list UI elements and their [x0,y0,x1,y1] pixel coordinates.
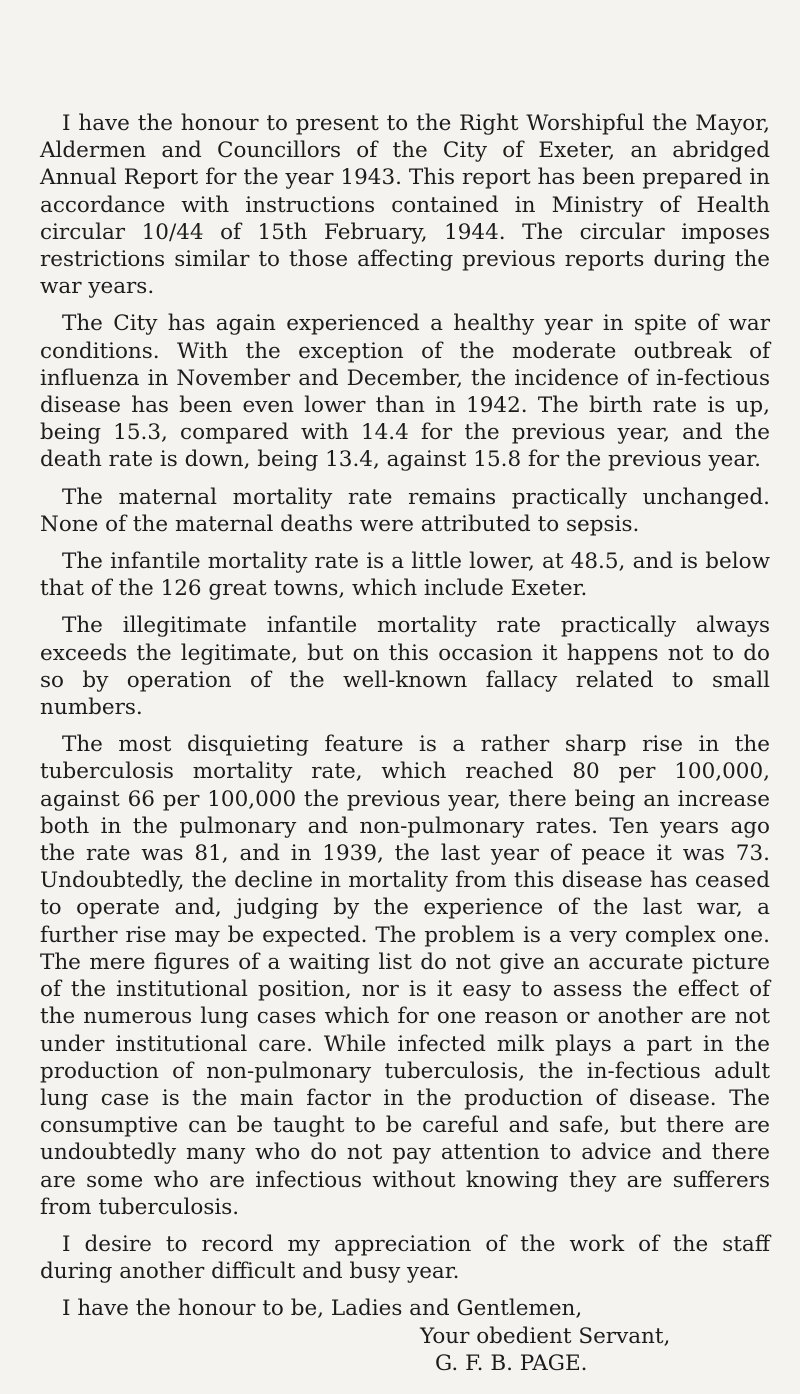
paragraph-appreciation: I desire to record my appreciation of the work of the staff during another difficult and busy year. [40,1231,770,1285]
paragraph-infantile-mortality: The infantile mortality rate is a little lower, at 48.5, and is below that of the 126 great towns, which include Exeter. [40,549,770,602]
valediction: Your obedient Servant, [420,1323,671,1349]
signature-name: G. F. B. PAGE. [435,1350,588,1376]
paragraph-tuberculosis: The most disquieting feature is a rather sharp rise in the tuberculosis mortality rate, which reached 80 per 100,000, against 66 per 100,000 the previous year, there being an increase both in the pulmonary and non-pulmonary rates. Ten years ago the rate was 81, and in 1939, the last year of peace it was 73. Undoubtedly, the decline in mortality from this disease has ceased to operate and, judging by the experience of the last war, a further rise may be expected. The problem is a very complex one. The mere figures of a waiting list do not give an accurate picture of the institutional position, nor is it easy to assess the effect of the numerous lung cases which for one reason or another are not under institutional care. While infected milk plays a part in the production of non-pulmonary tuberculosis, the in-fectious adult lung case is the main factor in the production of disease. The consumptive can be taught to be careful and safe, but there are undoubtedly many who do not pay attention to advice and there are some who are infectious without knowing they are sufferers from tuberculosis. [40,732,770,1220]
paragraph-health-conditions: The City has again experienced a healthy year in spite of war conditions. With the exception of the moderate outbreak of influenza in November and December, the incidence of in-fectious disease has been even lower than in 1942. The birth rate is up, being 15.3, compared with 14.4 for the previous year, and the death rate is down, being 13.4, against 15.8 for the previous year. [40,311,770,473]
paragraph-illegitimate-mortality: The illegitimate infantile mortality rate practically always exceeds the legitimate, but on this occasion it happens not to do so by operation of the well-known fallacy related to small numbers. [40,613,770,721]
paragraph-intro: I have the honour to present to the Right Worshipful the Mayor, Aldermen and Councillors of the City of Exeter, an abridged Annual Report for the year 1943. This report has been prepared in accordance with instructions contained in Ministry of Health circular 10/44 of 15th February, 1944. The circular imposes restrictions similar to those affecting previous reports during the war years. [40,111,770,300]
closing-line: I have the honour to be, Ladies and Gentlemen, [62,1296,583,1322]
paragraph-maternal-mortality: The maternal mortality rate remains practically unchanged. None of the maternal deaths were attributed to sepsis. [40,484,770,537]
